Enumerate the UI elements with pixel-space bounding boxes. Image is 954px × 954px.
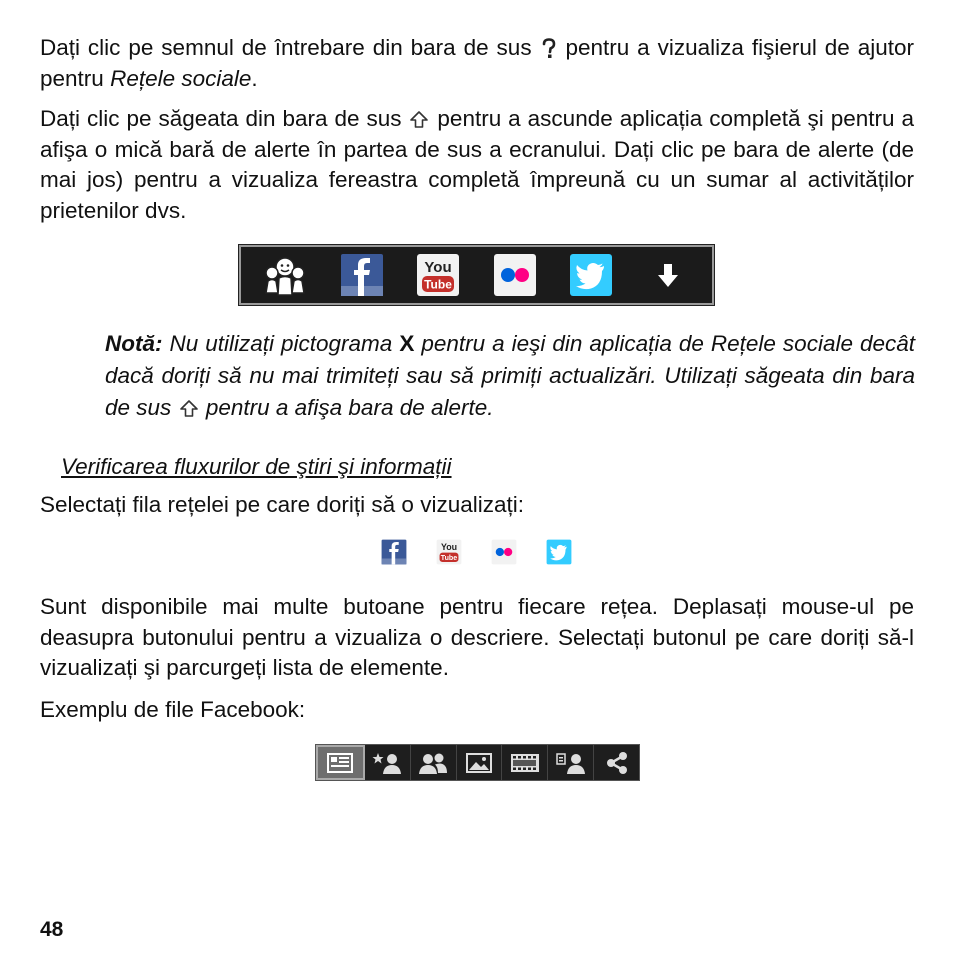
page-number: 48 (40, 918, 64, 941)
share-icon[interactable] (594, 745, 639, 780)
paragraph-hide-app (40, 104, 914, 226)
twitter-icon[interactable] (545, 538, 573, 566)
paragraph-facebook-example: Exemplu de file Facebook: (40, 697, 306, 722)
note-text-start: Nu utilizați pictograma (169, 331, 393, 356)
note-label: Notă: (105, 331, 163, 356)
up-arrow-icon (408, 109, 430, 131)
twitter-icon[interactable] (569, 253, 613, 297)
svg-text:Tube: Tube (440, 553, 458, 562)
photos-icon[interactable] (457, 745, 503, 780)
down-arrow-icon[interactable] (646, 253, 690, 297)
note-text-middle: pentru a ieşi din aplicația de Rețele sociale decât dacă doriți să nu mai trimiteți sau să primiți actualizări. Utilizați săgeata din bara de sus (105, 331, 915, 420)
paragraph-buttons: Sunt disponibile mai multe butoane pentru fiecare rețea. Deplasați mouse-ul pe deasupra butonului pentru a vizualiza o descriere. Selectați butonul pe care doriți să-l vizualizați şi parcurgeți lista de elemente. (40, 594, 914, 680)
paragraph-hide-app-text-end: pentru a ascunde aplicația completă şi pentru a afişa o mică bară de alerte în partea de sus a ecranului. Dați clic pe bara de alerte (de mai jos) pentru a vizualiza fereastra completă împreună cu un sumar al activităților prietenilor dvs. (40, 106, 914, 223)
note-x-label: X (399, 331, 415, 356)
note-paragraph (105, 328, 915, 424)
favorite-friends-icon[interactable] (365, 745, 411, 780)
friends-icon[interactable] (411, 745, 457, 780)
facebook-tabs-bar (315, 744, 640, 781)
svg-text:You: You (424, 259, 452, 276)
svg-text:Tube: Tube (424, 277, 453, 292)
paragraph-help-text-start: Dați clic pe semnul de întrebare din bara de sus (40, 35, 532, 60)
paragraph-help (40, 33, 914, 94)
flickr-icon[interactable] (490, 538, 518, 566)
paragraph-help-end: . (251, 65, 258, 91)
flickr-icon[interactable] (493, 253, 537, 297)
facebook-icon[interactable] (340, 253, 384, 297)
network-tabs (380, 538, 573, 566)
youtube-icon[interactable] (416, 253, 460, 297)
section-heading: Verificarea fluxurilor de ştiri şi informații (61, 454, 452, 479)
profile-icon[interactable] (548, 745, 594, 780)
youtube-icon[interactable] (435, 538, 463, 566)
facebook-icon[interactable] (380, 538, 408, 566)
note-text-end: pentru a afişa bara de alerte. (205, 395, 494, 420)
up-arrow-icon (178, 398, 200, 420)
svg-text:You: You (440, 542, 458, 553)
social-networks-emphasis: Rețele sociale (110, 65, 252, 91)
videos-icon[interactable] (502, 745, 548, 780)
paragraph-help-text-middle: pentru a vizualiza fişierul de ajutor pentru (40, 35, 914, 91)
social-networks-bar (239, 245, 714, 305)
paragraph-hide-app-text-start: Dați clic pe săgeata din bara de sus (40, 106, 402, 131)
question-mark-icon (540, 38, 558, 60)
social-networking-icon[interactable] (263, 253, 307, 297)
paragraph-select-tab: Selectați fila rețelei pe care doriți să o vizualizați: (40, 492, 524, 517)
news-feed-icon[interactable] (316, 745, 365, 780)
